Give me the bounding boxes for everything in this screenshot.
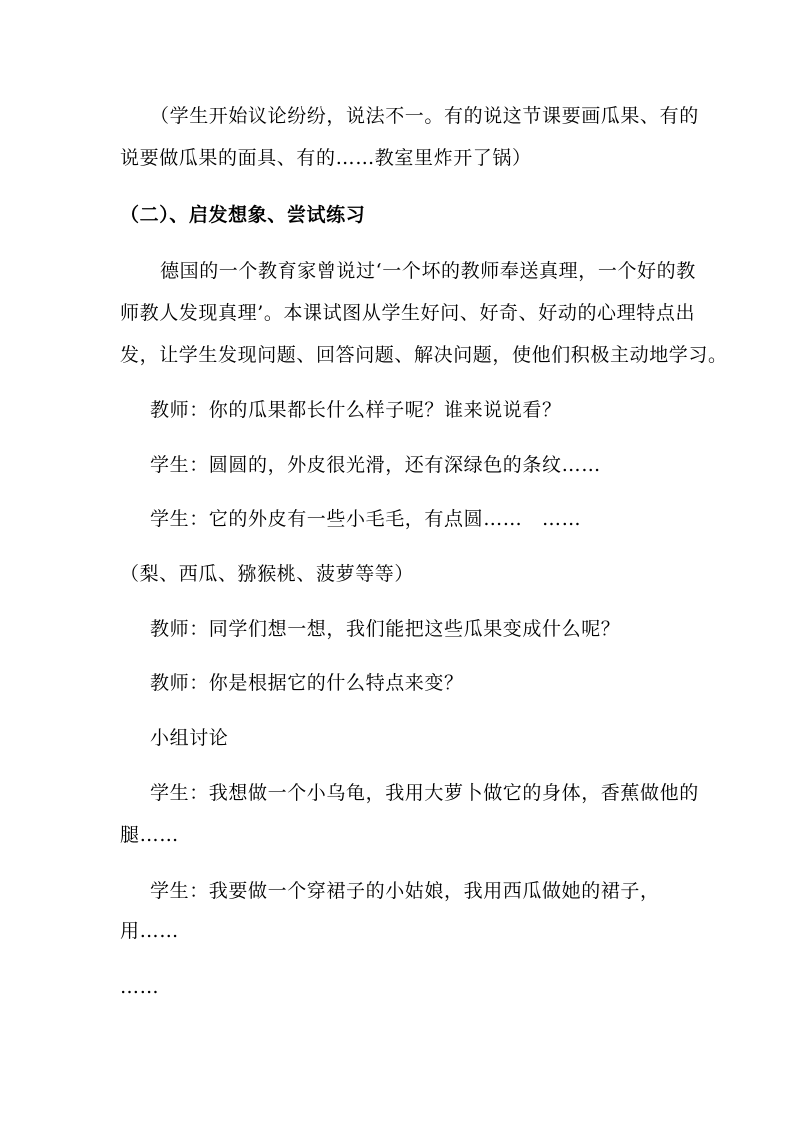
paragraph-line: （梨、西瓜、猕猴桃、菠萝等等） bbox=[120, 563, 415, 585]
dialogue-line: 教师：你的瓜果都长什么样子呢？谁来说说看？ bbox=[150, 399, 562, 421]
dialogue-line: 学生：圆圆的，外皮很光滑，还有深绿色的条纹…… bbox=[150, 454, 601, 476]
dialogue-line: 教师：同学们想一想，我们能把这些瓜果变成什么呢？ bbox=[150, 618, 621, 640]
paragraph-line: 师教人发现真理’。本课试图从学生好问、好奇、好动的心理特点出 bbox=[120, 302, 696, 324]
paragraph-line: …… bbox=[120, 976, 160, 998]
paragraph-line: 小组讨论 bbox=[150, 727, 229, 749]
paragraph-line: 说要做瓜果的面具、有的……教室里炸开了锅） bbox=[120, 147, 532, 169]
paragraph-line: 德国的一个教育家曾说过‘一个坏的教师奉送真理，一个好的教 bbox=[160, 260, 696, 282]
section-heading: （二）、启发想象、尝试练习 bbox=[120, 204, 366, 226]
dialogue-line: 腿…… bbox=[120, 824, 179, 846]
paragraph-line: （学生开始议论纷纷，说法不一。有的说这节课要画瓜果、有的 bbox=[150, 105, 699, 127]
dialogue-line: 学生：它的外皮有一些小毛毛，有点圆…… …… bbox=[150, 508, 582, 530]
dialogue-line: 教师：你是根据它的什么特点来变？ bbox=[150, 672, 464, 694]
dialogue-line: 学生：我要做一个穿裙子的小姑娘，我用西瓜做她的裙子， bbox=[150, 880, 660, 902]
dialogue-line: 用…… bbox=[120, 920, 179, 942]
paragraph-line: 发，让学生发现问题、回答问题、解决问题，使他们积极主动地学习。 bbox=[120, 344, 728, 366]
dialogue-line: 学生：我想做一个小乌龟，我用大萝卜做它的身体，香蕉做他的 bbox=[150, 782, 699, 804]
